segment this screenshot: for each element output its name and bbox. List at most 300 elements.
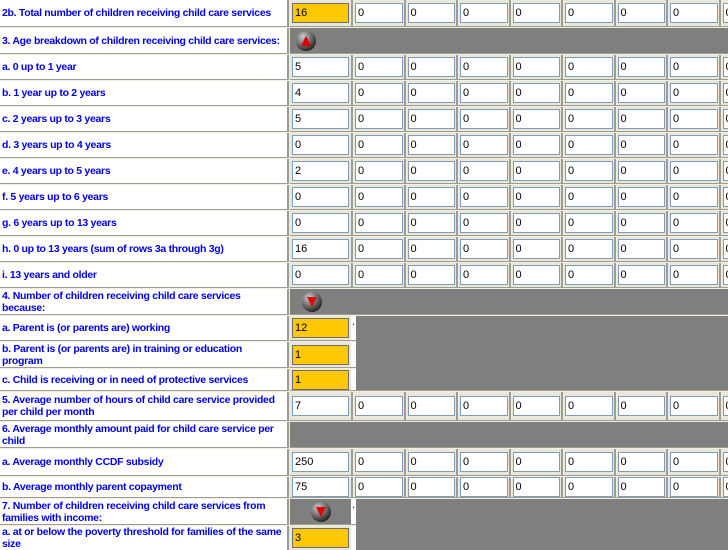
field-cell: [290, 107, 351, 131]
field-cell: [404, 107, 457, 131]
value-input[interactable]: [408, 265, 456, 285]
cell-gap: [351, 369, 356, 392]
row-label-cell: [0, 392, 290, 422]
row-fields: [290, 526, 728, 550]
field-cell: [290, 185, 351, 209]
value-input[interactable]: [618, 213, 666, 233]
row-label: a. at or below the poverty threshold for families of the same size: [2, 526, 282, 550]
field-cell: [719, 449, 728, 475]
row-fields: [290, 185, 728, 211]
field-cell: [561, 237, 614, 261]
value-input[interactable]: [292, 57, 349, 77]
value-input[interactable]: [670, 477, 718, 497]
field-cell: [614, 185, 667, 209]
row-label-cell: [0, 28, 290, 55]
field-cell: [404, 237, 457, 261]
field-cell: [666, 449, 719, 475]
value-input[interactable]: [355, 213, 403, 233]
value-input[interactable]: [618, 396, 666, 416]
field-cell: [456, 159, 509, 183]
field-cell: [509, 107, 562, 131]
value-input[interactable]: [460, 239, 508, 259]
value-input[interactable]: [460, 3, 508, 23]
field-cell: [561, 263, 614, 287]
field-cell: [666, 107, 719, 131]
field-cell: [351, 211, 404, 235]
row-label: 3. Age breakdown of children receiving child care services:: [2, 34, 280, 47]
value-input[interactable]: [408, 161, 456, 181]
row-fields: [290, 107, 728, 133]
cell-gap: [351, 342, 356, 369]
value-input[interactable]: [355, 396, 403, 416]
field-cell: [509, 81, 562, 105]
value-input[interactable]: [408, 396, 456, 416]
value-input[interactable]: [670, 265, 718, 285]
value-input[interactable]: [723, 187, 728, 207]
value-input[interactable]: [408, 213, 456, 233]
disabled-area: [356, 499, 728, 526]
value-input[interactable]: [355, 109, 403, 129]
table-row: [0, 185, 728, 211]
field-cell: [456, 237, 509, 261]
row-label: b. 1 year up to 2 years: [2, 87, 106, 99]
field-cell: [719, 477, 728, 497]
value-input[interactable]: [565, 213, 613, 233]
value-input[interactable]: [723, 477, 728, 497]
value-input[interactable]: [723, 452, 728, 472]
value-input[interactable]: [408, 57, 456, 77]
field-cell: [614, 0, 667, 26]
value-input[interactable]: [670, 239, 718, 259]
value-input[interactable]: [408, 83, 456, 103]
expand-down-button[interactable]: [311, 502, 331, 522]
value-input[interactable]: [355, 477, 403, 497]
value-input[interactable]: [513, 161, 561, 181]
value-input[interactable]: [292, 396, 349, 416]
row-label-cell: [0, 237, 290, 263]
row-label: a. Parent is (or parents are) working: [2, 322, 171, 334]
value-input[interactable]: [618, 57, 666, 77]
field-cell: [614, 237, 667, 261]
value-input[interactable]: [670, 396, 718, 416]
field-cell: [509, 477, 562, 497]
section-strip: [290, 289, 728, 316]
field-cell: [561, 211, 614, 235]
value-input[interactable]: [513, 57, 561, 77]
value-input[interactable]: [408, 452, 456, 472]
value-input[interactable]: [723, 57, 728, 77]
field-cell: [404, 392, 457, 420]
row-fields: [290, 392, 728, 422]
field-cell: [290, 477, 351, 497]
table-row: [0, 28, 728, 55]
value-input[interactable]: [670, 452, 718, 472]
value-input[interactable]: [408, 3, 456, 23]
value-input[interactable]: [565, 109, 613, 129]
field-cell: [719, 237, 728, 261]
value-input[interactable]: [460, 83, 508, 103]
value-input[interactable]: [670, 135, 718, 155]
field-cell: [351, 237, 404, 261]
field-cell: [351, 133, 404, 157]
value-input[interactable]: [408, 239, 456, 259]
row-label-cell: [0, 369, 290, 392]
value-input[interactable]: [513, 213, 561, 233]
dot-text: .: [352, 499, 356, 511]
row-label-cell: [0, 159, 290, 185]
value-input[interactable]: [565, 3, 613, 23]
field-cell: [509, 211, 562, 235]
field-cell: [509, 159, 562, 183]
value-input[interactable]: [723, 135, 728, 155]
value-input[interactable]: [670, 3, 718, 23]
row-label-cell: [0, 263, 290, 289]
row-fields: [290, 449, 728, 477]
value-input-highlighted[interactable]: [292, 528, 349, 548]
field-cell: [666, 263, 719, 287]
value-input[interactable]: [355, 83, 403, 103]
value-input[interactable]: [292, 161, 349, 181]
value-input[interactable]: [618, 3, 666, 23]
value-input[interactable]: [460, 213, 508, 233]
value-input[interactable]: [513, 265, 561, 285]
collapse-up-button[interactable]: [296, 31, 316, 51]
field-cell: [290, 449, 351, 475]
value-input[interactable]: [618, 452, 666, 472]
field-cell: [290, 81, 351, 105]
table-row: [0, 289, 728, 316]
value-input[interactable]: [355, 135, 403, 155]
field-cell: [719, 133, 728, 157]
field-cell: [404, 0, 457, 26]
value-input[interactable]: [565, 396, 613, 416]
field-cell: [509, 185, 562, 209]
row-label-cell: [0, 133, 290, 159]
field-cell: [719, 263, 728, 287]
row-label-cell: [0, 342, 290, 369]
row-label-cell: [0, 211, 290, 237]
field-cell: [561, 159, 614, 183]
field-cell: [351, 392, 404, 420]
field-cell: [456, 185, 509, 209]
field-cell: [666, 185, 719, 209]
row-fields: [290, 0, 728, 28]
value-input-highlighted[interactable]: [292, 345, 349, 365]
section-cell: [290, 499, 351, 526]
field-cell: [509, 263, 562, 287]
value-input[interactable]: [723, 109, 728, 129]
expand-down-button[interactable]: [302, 292, 322, 312]
field-cell: [719, 81, 728, 105]
value-input[interactable]: [292, 83, 349, 103]
field-cell: [561, 392, 614, 420]
row-label-cell: [0, 449, 290, 477]
value-input[interactable]: [723, 3, 728, 23]
field-cell: [666, 159, 719, 183]
field-cell: [456, 133, 509, 157]
row-label-cell: [0, 316, 290, 342]
value-input[interactable]: [618, 265, 666, 285]
value-input[interactable]: [513, 3, 561, 23]
field-cell: [456, 392, 509, 420]
row-fields: [290, 499, 728, 526]
field-cell: [614, 107, 667, 131]
row-fields: [290, 477, 728, 499]
value-input[interactable]: [292, 135, 349, 155]
value-input[interactable]: [408, 135, 456, 155]
value-input[interactable]: [460, 57, 508, 77]
row-fields: [290, 211, 728, 237]
value-input[interactable]: [565, 452, 613, 472]
value-input[interactable]: [460, 396, 508, 416]
table-row: [0, 316, 728, 342]
field-cell: [666, 477, 719, 497]
value-input[interactable]: [618, 477, 666, 497]
value-input[interactable]: [513, 187, 561, 207]
value-input[interactable]: [292, 213, 349, 233]
table-row: [0, 342, 728, 369]
disabled-area: [356, 526, 728, 550]
value-input[interactable]: [565, 477, 613, 497]
table-row: [0, 133, 728, 159]
table-row: [0, 392, 728, 422]
value-input[interactable]: [723, 239, 728, 259]
field-cell: [614, 55, 667, 79]
value-input[interactable]: [513, 135, 561, 155]
value-input[interactable]: [292, 109, 349, 129]
row-label: b. Parent is (or parents are) in training or education program: [2, 342, 242, 367]
table-row: [0, 211, 728, 237]
field-cell: [456, 55, 509, 79]
value-input[interactable]: [723, 83, 728, 103]
table-row: [0, 499, 728, 526]
value-input[interactable]: [460, 477, 508, 497]
field-cell: [351, 185, 404, 209]
value-input[interactable]: [670, 213, 718, 233]
value-input[interactable]: [618, 83, 666, 103]
value-input[interactable]: [513, 239, 561, 259]
value-input[interactable]: [618, 109, 666, 129]
value-input[interactable]: [355, 3, 403, 23]
field-cell: [509, 237, 562, 261]
value-input[interactable]: [292, 452, 349, 472]
value-input[interactable]: [292, 477, 349, 497]
value-input[interactable]: [670, 109, 718, 129]
table-row: [0, 55, 728, 81]
disabled-area: [356, 369, 728, 392]
section-strip: [290, 28, 728, 55]
table-row: [0, 449, 728, 477]
value-input[interactable]: [355, 265, 403, 285]
cell-gap: [351, 526, 356, 550]
field-cell: [290, 159, 351, 183]
field-cell: [509, 55, 562, 79]
value-input[interactable]: [565, 135, 613, 155]
table-row: [0, 422, 728, 449]
table-row: [0, 107, 728, 133]
row-fields: [290, 133, 728, 159]
value-input[interactable]: [513, 396, 561, 416]
field-cell: [290, 133, 351, 157]
field-cell: [719, 0, 728, 26]
field-cell: [290, 211, 351, 235]
field-cell: [719, 107, 728, 131]
value-input[interactable]: [355, 57, 403, 77]
field-cell: [719, 211, 728, 235]
value-input[interactable]: [565, 161, 613, 181]
value-input[interactable]: [618, 135, 666, 155]
row-label: d. 3 years up to 4 years: [2, 139, 111, 151]
arrow-down-icon: [316, 507, 326, 517]
value-input[interactable]: [460, 135, 508, 155]
row-label: c. Child is receiving or in need of protective services: [2, 373, 249, 386]
row-label: 4. Number of children receiving child care services because:: [2, 289, 241, 314]
field-cell: [509, 449, 562, 475]
value-input[interactable]: [565, 187, 613, 207]
field-cell: [290, 342, 351, 369]
value-input[interactable]: [355, 452, 403, 472]
field-cell: [456, 477, 509, 497]
field-cell: [290, 526, 351, 550]
field-cell: [456, 449, 509, 475]
row-fields: [290, 369, 728, 392]
value-input[interactable]: [460, 452, 508, 472]
field-cell: [561, 81, 614, 105]
field-cell: [290, 237, 351, 261]
field-cell: [666, 237, 719, 261]
value-input-highlighted[interactable]: [292, 318, 349, 338]
field-cell: [290, 392, 351, 420]
value-input[interactable]: [460, 109, 508, 129]
field-cell: [666, 133, 719, 157]
arrow-down-icon: [307, 297, 317, 307]
field-cell: [404, 159, 457, 183]
field-cell: [456, 107, 509, 131]
value-input[interactable]: [355, 239, 403, 259]
field-cell: [351, 107, 404, 131]
field-cell: [404, 263, 457, 287]
field-cell: [666, 211, 719, 235]
value-input-highlighted[interactable]: [292, 3, 349, 23]
field-cell: [614, 211, 667, 235]
row-label: 6. Average monthly amount paid for child care service per child: [2, 422, 274, 447]
value-input[interactable]: [618, 187, 666, 207]
field-cell: [614, 449, 667, 475]
field-cell: [404, 133, 457, 157]
value-input-highlighted[interactable]: [292, 370, 349, 390]
row-label-cell: [0, 289, 290, 316]
value-input[interactable]: [565, 57, 613, 77]
value-input[interactable]: [292, 187, 349, 207]
value-input[interactable]: [513, 477, 561, 497]
row-label-cell: [0, 422, 290, 449]
row-label: c. 2 years up to 3 years: [2, 113, 111, 125]
value-input[interactable]: [460, 161, 508, 181]
row-fields: [290, 316, 728, 342]
field-cell: [719, 392, 728, 420]
cell-gap: [351, 499, 356, 526]
value-input[interactable]: [565, 265, 613, 285]
row-label-cell: [0, 81, 290, 107]
value-input[interactable]: [355, 161, 403, 181]
field-cell: [290, 55, 351, 79]
dot-text: .: [352, 316, 356, 328]
row-label-cell: [0, 499, 290, 526]
field-cell: [351, 159, 404, 183]
table-row: [0, 477, 728, 499]
row-label-cell: [0, 0, 290, 28]
field-cell: [614, 477, 667, 497]
value-input[interactable]: [723, 161, 728, 181]
row-label: h. 0 up to 13 years (sum of rows 3a through 3g): [2, 243, 224, 255]
field-cell: [719, 159, 728, 183]
row-label: b. Average monthly parent copayment: [2, 481, 182, 493]
value-input[interactable]: [723, 213, 728, 233]
value-input[interactable]: [355, 187, 403, 207]
value-input[interactable]: [670, 161, 718, 181]
row-label-cell: [0, 185, 290, 211]
cell-gap: [351, 316, 356, 342]
value-input[interactable]: [460, 265, 508, 285]
field-cell: [561, 133, 614, 157]
row-label-cell: [0, 55, 290, 81]
value-input[interactable]: [670, 57, 718, 77]
table-row: [0, 237, 728, 263]
value-input[interactable]: [670, 83, 718, 103]
field-cell: [561, 0, 614, 26]
row-label: 7. Number of children receiving child care services from families with income:: [2, 499, 266, 524]
field-cell: [404, 81, 457, 105]
row-fields: [290, 237, 728, 263]
field-cell: [456, 0, 509, 26]
value-input[interactable]: [292, 239, 349, 259]
value-input[interactable]: [670, 187, 718, 207]
row-fields: [290, 81, 728, 107]
value-input[interactable]: [513, 83, 561, 103]
field-cell: [351, 449, 404, 475]
value-input[interactable]: [723, 396, 728, 416]
row-label-cell: [0, 526, 290, 550]
section-strip: [290, 422, 728, 449]
value-input[interactable]: [618, 161, 666, 181]
value-input[interactable]: [565, 239, 613, 259]
field-cell: [561, 477, 614, 497]
value-input[interactable]: [292, 265, 349, 285]
field-cell: [509, 133, 562, 157]
value-input[interactable]: [618, 239, 666, 259]
value-input[interactable]: [408, 109, 456, 129]
field-cell: [351, 0, 404, 26]
value-input[interactable]: [513, 452, 561, 472]
value-input[interactable]: [460, 187, 508, 207]
field-cell: [666, 0, 719, 26]
row-label-cell: [0, 107, 290, 133]
row-label: i. 13 years and older: [2, 269, 97, 281]
table-row: [0, 263, 728, 289]
field-cell: [614, 392, 667, 420]
value-input[interactable]: [723, 265, 728, 285]
value-input[interactable]: [513, 109, 561, 129]
field-cell: [509, 392, 562, 420]
field-cell: [456, 263, 509, 287]
value-input[interactable]: [565, 83, 613, 103]
row-fields: [290, 159, 728, 185]
field-cell: [561, 55, 614, 79]
field-cell: [719, 55, 728, 79]
value-input[interactable]: [408, 187, 456, 207]
field-cell: [614, 263, 667, 287]
value-input[interactable]: [408, 477, 456, 497]
